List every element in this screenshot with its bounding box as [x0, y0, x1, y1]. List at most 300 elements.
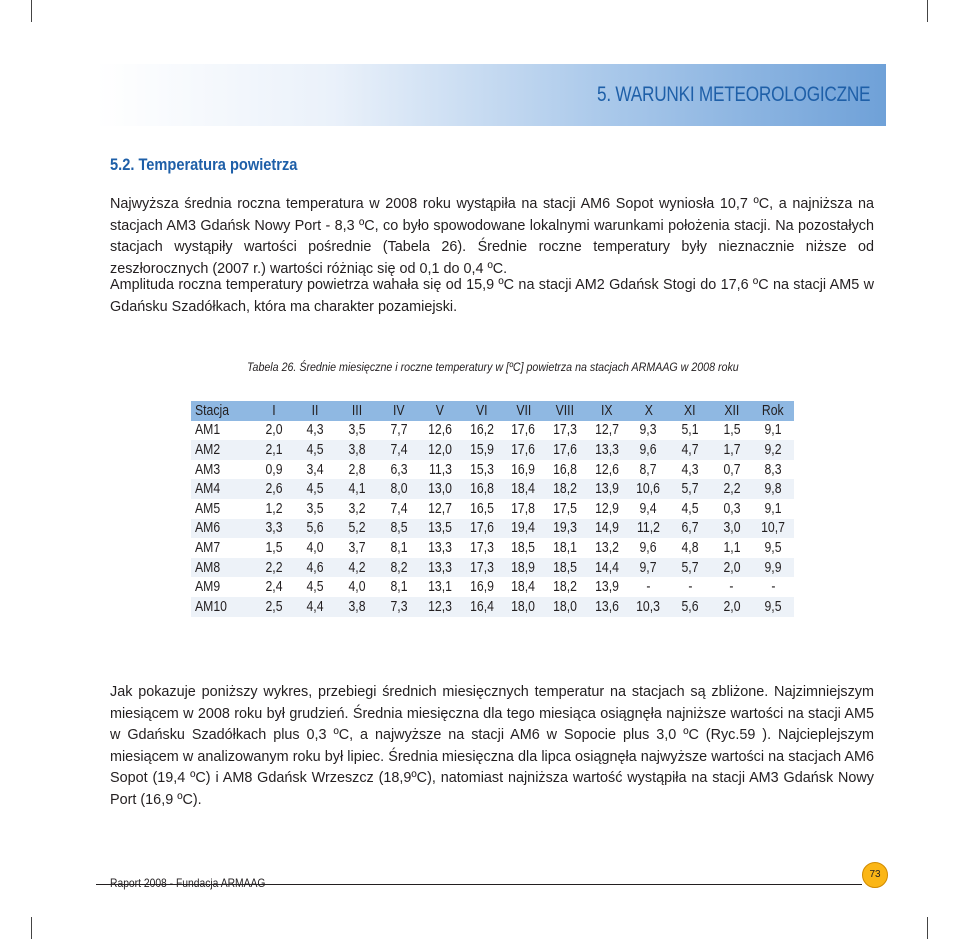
- station-label: AM1: [195, 422, 221, 439]
- temperature-cell: [336, 460, 378, 480]
- table-header-label: II: [312, 402, 319, 419]
- temperature-value: 3,0: [723, 520, 741, 537]
- temperature-cell: [295, 440, 337, 460]
- crop-mark-bottom-left: [31, 917, 32, 939]
- temperature-value: 13,9: [594, 481, 619, 498]
- temperature-value: 8,3: [764, 461, 782, 478]
- temperature-cell: [419, 499, 461, 519]
- temperature-value: 9,6: [639, 441, 657, 458]
- temperature-cell: [461, 499, 503, 519]
- temperature-value: 17,6: [511, 422, 536, 439]
- chapter-title: 5. WARUNKI METEOROLOGICZNE: [596, 83, 870, 106]
- temperature-cell: [752, 460, 794, 480]
- crop-mark-top-right: [927, 0, 928, 22]
- temperature-cell: [628, 519, 670, 539]
- temperature-value: 6,3: [390, 461, 408, 478]
- table-header-cell: [669, 401, 711, 421]
- temperature-value: 12,6: [428, 422, 453, 439]
- station-label: AM2: [195, 441, 221, 458]
- temperature-value: 9,3: [639, 422, 657, 439]
- temperature-value: 1,2: [265, 500, 283, 517]
- temperature-cell: [586, 460, 628, 480]
- table-header-label: IX: [600, 402, 613, 419]
- temperature-cell: [378, 460, 420, 480]
- table-row: [191, 421, 794, 441]
- temperature-cell: [295, 479, 337, 499]
- temperature-cell: [503, 597, 545, 617]
- temperature-value: 5,7: [681, 481, 699, 498]
- table-header-label: XI: [684, 402, 696, 419]
- temperature-value: 8,5: [390, 520, 408, 537]
- temperature-value: 17,3: [553, 422, 577, 439]
- table-header-cell: [191, 401, 253, 421]
- temperature-cell: [711, 597, 753, 617]
- table-header-cell: [711, 401, 753, 421]
- temperature-value: 0,9: [265, 461, 283, 478]
- temperature-cell: [711, 558, 753, 578]
- temperature-cell: [378, 519, 420, 539]
- temperature-cell: [419, 440, 461, 460]
- temperature-value: 9,5: [764, 598, 782, 615]
- temperature-cell: [378, 577, 420, 597]
- temperature-value: -: [687, 579, 692, 596]
- temperature-value: 10,6: [636, 481, 661, 498]
- temperature-cell: [544, 538, 586, 558]
- table-body: [191, 421, 794, 617]
- temperature-value: 11,2: [636, 520, 660, 537]
- temperature-cell: [295, 519, 337, 539]
- temperature-value: 15,3: [469, 461, 494, 478]
- station-label: AM4: [195, 481, 221, 498]
- temperature-cell: [669, 597, 711, 617]
- temperature-value: 4,3: [306, 422, 324, 439]
- temperature-value: 3,5: [306, 500, 324, 517]
- temperature-value: 13,3: [594, 441, 619, 458]
- temperature-cell: [503, 479, 545, 499]
- temperature-value: 10,3: [636, 598, 661, 615]
- temperature-value: 9,4: [639, 500, 657, 517]
- temperature-value: -: [729, 579, 734, 596]
- temperature-value: 17,6: [469, 520, 494, 537]
- table-row: [191, 558, 794, 578]
- table-header-cell: [586, 401, 628, 421]
- temperature-cell: [461, 577, 503, 597]
- temperature-value: 17,5: [553, 500, 577, 517]
- table-header-label: X: [644, 402, 653, 419]
- temperature-cell: [461, 597, 503, 617]
- temperature-cell: [503, 440, 545, 460]
- station-cell: [191, 577, 253, 597]
- temperature-value: 16,5: [469, 500, 494, 517]
- paragraph-amplitude: Amplituda roczna temperatury powietrza wahała się od 15,9 ºC na stacji AM2 Gdańsk Stogi do 17,6 ºC na stacji AM5 w Gdańsku Szadółkach, która ma charakter pozamiejski.: [110, 277, 874, 315]
- temperature-cell: [253, 499, 295, 519]
- temperature-cell: [295, 421, 337, 441]
- temperature-cell: [586, 479, 628, 499]
- paragraph-chart-description: Jak pokazuje poniższy wykres, przebiegi średnich miesięcznych temperatur na stacjach są zbliżone. Najzimniejszym miesiącem w 2008 roku był grudzień. Średnia miesięczna dla tego miesiąca osiągnęła najniższe wartości na stacji AM5 w Gdańsku Szadółkach plus 0,3 ºC, a najwyższe na stacji AM6 w Sopocie plus 3,0 ºC (Ryc.59 ). Najcieplejszym miesiącem w analizowanym roku był lipiec. Średnia miesięczna dla lipca osiągnęła najwyższe wartości na stacjach AM6 Sopot (19,4 ºC) i AM8 Gdańsk Wrzeszcz (18,9ºC), natomiast najniższa wartość wystąpiła na stacji AM3 Gdańsk Nowy Port (16,9 ºC).: [110, 684, 874, 808]
- temperature-cell: [669, 460, 711, 480]
- temperature-value: -: [771, 579, 776, 596]
- temperature-value: 15,9: [469, 441, 494, 458]
- temperature-cell: [253, 440, 295, 460]
- station-label: AM8: [195, 559, 221, 576]
- temperature-value: 18,5: [511, 539, 536, 556]
- temperature-cell: [752, 538, 794, 558]
- temperature-value: 4,5: [681, 500, 699, 517]
- temperature-value: 9,2: [764, 441, 782, 458]
- table-header-cell: [461, 401, 503, 421]
- temperature-cell: [752, 440, 794, 460]
- temperature-cell: [295, 577, 337, 597]
- temperature-value: 11,3: [428, 461, 452, 478]
- temperature-cell: [669, 440, 711, 460]
- temperature-cell: [253, 421, 295, 441]
- footer-text: Raport 2008 - Fundacja ARMAAG: [110, 876, 266, 890]
- table-header-label: VII: [515, 402, 531, 419]
- temperature-cell: [628, 597, 670, 617]
- temperature-value: 8,1: [390, 539, 408, 556]
- temperature-value: 8,7: [639, 461, 657, 478]
- temperature-cell: [586, 440, 628, 460]
- temperature-cell: [669, 421, 711, 441]
- table-row: [191, 577, 794, 597]
- temperature-value: 0,3: [723, 500, 741, 517]
- temperature-cell: [752, 577, 794, 597]
- temperature-cell: [336, 577, 378, 597]
- temperature-value: 2,0: [723, 559, 741, 576]
- station-cell: [191, 519, 253, 539]
- temperature-value: 0,7: [723, 461, 741, 478]
- temperature-value: 4,5: [306, 441, 324, 458]
- temperature-cell: [378, 421, 420, 441]
- temperature-cell: [253, 577, 295, 597]
- temperature-cell: [711, 519, 753, 539]
- temperature-cell: [544, 577, 586, 597]
- temperature-cell: [336, 519, 378, 539]
- table-header-cell: [544, 401, 586, 421]
- temperature-value: 3,7: [348, 539, 366, 556]
- temperature-cell: [711, 479, 753, 499]
- temperature-value: 13,5: [428, 520, 453, 537]
- temperature-value: 7,7: [390, 422, 408, 439]
- table-header-label: V: [436, 402, 445, 419]
- temperature-value: 7,3: [390, 598, 408, 615]
- temperature-value: 6,7: [681, 520, 699, 537]
- temperature-cell: [586, 519, 628, 539]
- temperature-cell: [461, 479, 503, 499]
- temperature-cell: [752, 479, 794, 499]
- temperature-value: 12,3: [428, 598, 453, 615]
- temperature-value: 9,5: [764, 539, 782, 556]
- temperature-value: 17,6: [511, 441, 536, 458]
- temperature-value: 4,1: [348, 481, 366, 498]
- temperature-cell: [503, 421, 545, 441]
- temperature-value: 12,7: [428, 500, 453, 517]
- temperature-cell: [544, 460, 586, 480]
- temperature-cell: [253, 597, 295, 617]
- temperature-value: 14,4: [594, 559, 619, 576]
- temperature-cell: [752, 597, 794, 617]
- temperature-cell: [586, 421, 628, 441]
- temperature-cell: [711, 538, 753, 558]
- temperature-cell: [752, 558, 794, 578]
- temperature-value: 9,9: [764, 559, 782, 576]
- temperature-cell: [295, 597, 337, 617]
- temperature-cell: [711, 499, 753, 519]
- temperature-cell: [628, 460, 670, 480]
- temperature-value: 17,8: [511, 500, 536, 517]
- temperature-cell: [419, 479, 461, 499]
- temperature-value: 13,9: [594, 579, 619, 596]
- temperature-cell: [669, 479, 711, 499]
- table-row: [191, 479, 794, 499]
- temperature-cell: [419, 538, 461, 558]
- temperature-cell: [378, 479, 420, 499]
- station-label: AM5: [195, 500, 221, 517]
- temperature-value: 2,1: [265, 441, 283, 458]
- temperature-cell: [503, 460, 545, 480]
- table-header-label: I: [272, 402, 276, 419]
- temperature-cell: [419, 558, 461, 578]
- temperature-cell: [503, 538, 545, 558]
- temperature-value: 4,5: [306, 481, 324, 498]
- temperature-value: 17,6: [553, 441, 577, 458]
- temperature-cell: [711, 460, 753, 480]
- station-cell: [191, 538, 253, 558]
- temperature-cell: [295, 499, 337, 519]
- table-header-cell: [503, 401, 545, 421]
- temperature-value: 16,2: [469, 422, 494, 439]
- temperature-value: 5,6: [306, 520, 324, 537]
- section-title: 5.2. Temperatura powietrza: [110, 155, 298, 174]
- temperature-cell: [628, 440, 670, 460]
- temperature-value: 16,8: [469, 481, 494, 498]
- temperature-value: 17,3: [469, 559, 494, 576]
- temperature-value: 4,7: [681, 441, 699, 458]
- temperature-cell: [336, 499, 378, 519]
- temperature-value: 18,4: [511, 481, 536, 498]
- temperature-value: 7,4: [390, 441, 408, 458]
- temperature-value: 1,5: [265, 539, 283, 556]
- temperature-cell: [461, 519, 503, 539]
- temperature-cell: [503, 499, 545, 519]
- temperature-value: 7,4: [390, 500, 408, 517]
- table-row: [191, 519, 794, 539]
- temperature-cell: [419, 519, 461, 539]
- temperature-cell: [378, 499, 420, 519]
- temperature-value: 18,2: [553, 579, 577, 596]
- temperature-cell: [253, 558, 295, 578]
- temperature-cell: [669, 558, 711, 578]
- temperature-cell: [461, 538, 503, 558]
- table-header-label: IV: [392, 402, 405, 419]
- temperature-cell: [419, 577, 461, 597]
- temperature-cell: [544, 479, 586, 499]
- temperature-cell: [336, 558, 378, 578]
- table-header-cell: [752, 401, 794, 421]
- table-header-label: VIII: [555, 402, 575, 419]
- station-label: AM9: [195, 579, 221, 596]
- temperature-cell: [461, 421, 503, 441]
- temperature-cell: [586, 538, 628, 558]
- temperature-cell: [752, 421, 794, 441]
- temperature-cell: [669, 538, 711, 558]
- temperature-value: 5,7: [681, 559, 699, 576]
- station-cell: [191, 440, 253, 460]
- temperature-cell: [419, 460, 461, 480]
- temperature-cell: [711, 577, 753, 597]
- temperature-value: 13,2: [594, 539, 619, 556]
- temperature-value: 3,2: [348, 500, 366, 517]
- temperature-cell: [336, 440, 378, 460]
- crop-mark-bottom-right: [927, 917, 928, 939]
- table-header-label: Stacja: [195, 402, 229, 419]
- temperature-cell: [378, 558, 420, 578]
- temperature-value: 8,2: [390, 559, 408, 576]
- temperature-cell: [669, 499, 711, 519]
- temperature-cell: [461, 558, 503, 578]
- temperature-value: -: [646, 579, 651, 596]
- temperature-value: 10,7: [761, 520, 786, 537]
- table-header-label: XII: [724, 402, 740, 419]
- temperature-value: 12,6: [594, 461, 619, 478]
- temperature-value: 2,5: [265, 598, 283, 615]
- temperature-cell: [711, 421, 753, 441]
- temperature-cell: [461, 440, 503, 460]
- table-row: [191, 499, 794, 519]
- temperature-value: 16,8: [553, 461, 577, 478]
- station-cell: [191, 558, 253, 578]
- temperature-value: 4,2: [348, 559, 366, 576]
- page-number-badge: 73: [862, 862, 888, 888]
- temperature-value: 18,0: [553, 598, 577, 615]
- temperature-value: 18,0: [511, 598, 536, 615]
- station-cell: [191, 499, 253, 519]
- temperature-cell: [503, 577, 545, 597]
- temperature-value: 1,1: [723, 539, 741, 556]
- table-header-cell: [419, 401, 461, 421]
- temperature-cell: [586, 597, 628, 617]
- temperature-value: 13,0: [428, 481, 453, 498]
- station-cell: [191, 479, 253, 499]
- temperature-cell: [253, 479, 295, 499]
- table-header-row: [191, 401, 794, 421]
- temperature-cell: [628, 479, 670, 499]
- temperature-cell: [336, 597, 378, 617]
- temperature-cell: [544, 519, 586, 539]
- temperature-value: 2,0: [265, 422, 283, 439]
- temperature-cell: [628, 499, 670, 519]
- temperature-cell: [336, 479, 378, 499]
- temperature-value: 3,5: [348, 422, 366, 439]
- temperature-cell: [503, 558, 545, 578]
- station-cell: [191, 460, 253, 480]
- temperature-cell: [253, 460, 295, 480]
- station-cell: [191, 421, 253, 441]
- table-caption: Tabela 26. Średnie miesięczne i roczne temperatury w [ºC] powietrza na stacjach ARMAAG w 2008 roku: [247, 360, 739, 374]
- temperature-cell: [253, 538, 295, 558]
- temperature-value: 13,3: [428, 539, 453, 556]
- temperature-value: 8,1: [390, 579, 408, 596]
- temperature-value: 16,4: [469, 598, 494, 615]
- temperature-value: 4,3: [681, 461, 699, 478]
- temperature-cell: [378, 440, 420, 460]
- station-label: AM6: [195, 520, 221, 537]
- table-row: [191, 460, 794, 480]
- temperature-cell: [336, 421, 378, 441]
- temperature-cell: [586, 558, 628, 578]
- temperature-value: 12,0: [428, 441, 453, 458]
- table-row: [191, 440, 794, 460]
- temperature-value: 16,9: [511, 461, 536, 478]
- temperature-cell: [336, 538, 378, 558]
- temperature-value: 17,3: [469, 539, 494, 556]
- temperature-value: 9,7: [639, 559, 657, 576]
- temperature-cell: [586, 499, 628, 519]
- table-header-label: VI: [476, 402, 488, 419]
- temperature-value: 18,2: [553, 481, 577, 498]
- temperature-value: 4,0: [306, 539, 324, 556]
- paragraph-intro: Najwyższa średnia roczna temperatura w 2008 roku wystąpiła na stacji AM6 Sopot wyniosła 10,7 ºC, a najniższa na stacjach AM3 Gdańsk Nowy Port - 8,3 ºC, co było spowodowane lokalnymi warunkami położenia stacji. Na pozostałych stacjach wystąpiły wartości pośrednie (Tabela 26). Średnie roczne temperatury były nieznacznie niższe od zeszłorocznych (2007 r.) wartości różniąc się od 0,1 do 0,4 ºC.: [110, 196, 874, 277]
- temperature-value: 4,5: [306, 579, 324, 596]
- temperature-value: 4,0: [348, 579, 366, 596]
- temperature-cell: [628, 538, 670, 558]
- temperature-cell: [544, 558, 586, 578]
- table-header-cell: [253, 401, 295, 421]
- table-header-cell: [336, 401, 378, 421]
- temperature-value: 4,6: [306, 559, 324, 576]
- temperature-cell: [378, 597, 420, 617]
- temperature-cell: [628, 558, 670, 578]
- table-header-cell: [628, 401, 670, 421]
- temperature-value: 19,4: [511, 520, 536, 537]
- temperature-cell: [295, 558, 337, 578]
- temperature-value: 9,1: [764, 500, 782, 517]
- temperature-table: [191, 401, 794, 617]
- temperature-cell: [586, 577, 628, 597]
- table-row: [191, 597, 794, 617]
- temperature-value: 2,8: [348, 461, 366, 478]
- temperature-value: 12,9: [594, 500, 619, 517]
- temperature-cell: [544, 440, 586, 460]
- temperature-value: 12,7: [594, 422, 619, 439]
- table-header-cell: [295, 401, 337, 421]
- temperature-cell: [544, 499, 586, 519]
- temperature-cell: [544, 597, 586, 617]
- temperature-value: 2,0: [723, 598, 741, 615]
- temperature-cell: [669, 577, 711, 597]
- temperature-value: 13,6: [594, 598, 619, 615]
- temperature-cell: [628, 577, 670, 597]
- temperature-value: 9,1: [764, 422, 782, 439]
- table-header-cell: [378, 401, 420, 421]
- station-label: AM3: [195, 461, 221, 478]
- temperature-cell: [295, 460, 337, 480]
- temperature-value: 9,8: [764, 481, 782, 498]
- temperature-cell: [752, 499, 794, 519]
- temperature-value: 5,2: [348, 520, 366, 537]
- station-cell: [191, 597, 253, 617]
- table-header-label: Rok: [762, 402, 785, 419]
- temperature-value: 14,9: [594, 520, 619, 537]
- temperature-value: 2,6: [265, 481, 283, 498]
- temperature-cell: [378, 538, 420, 558]
- temperature-value: 4,8: [681, 539, 699, 556]
- table-row: [191, 538, 794, 558]
- temperature-value: 13,3: [428, 559, 453, 576]
- temperature-value: 3,4: [306, 461, 324, 478]
- temperature-cell: [461, 460, 503, 480]
- temperature-cell: [544, 421, 586, 441]
